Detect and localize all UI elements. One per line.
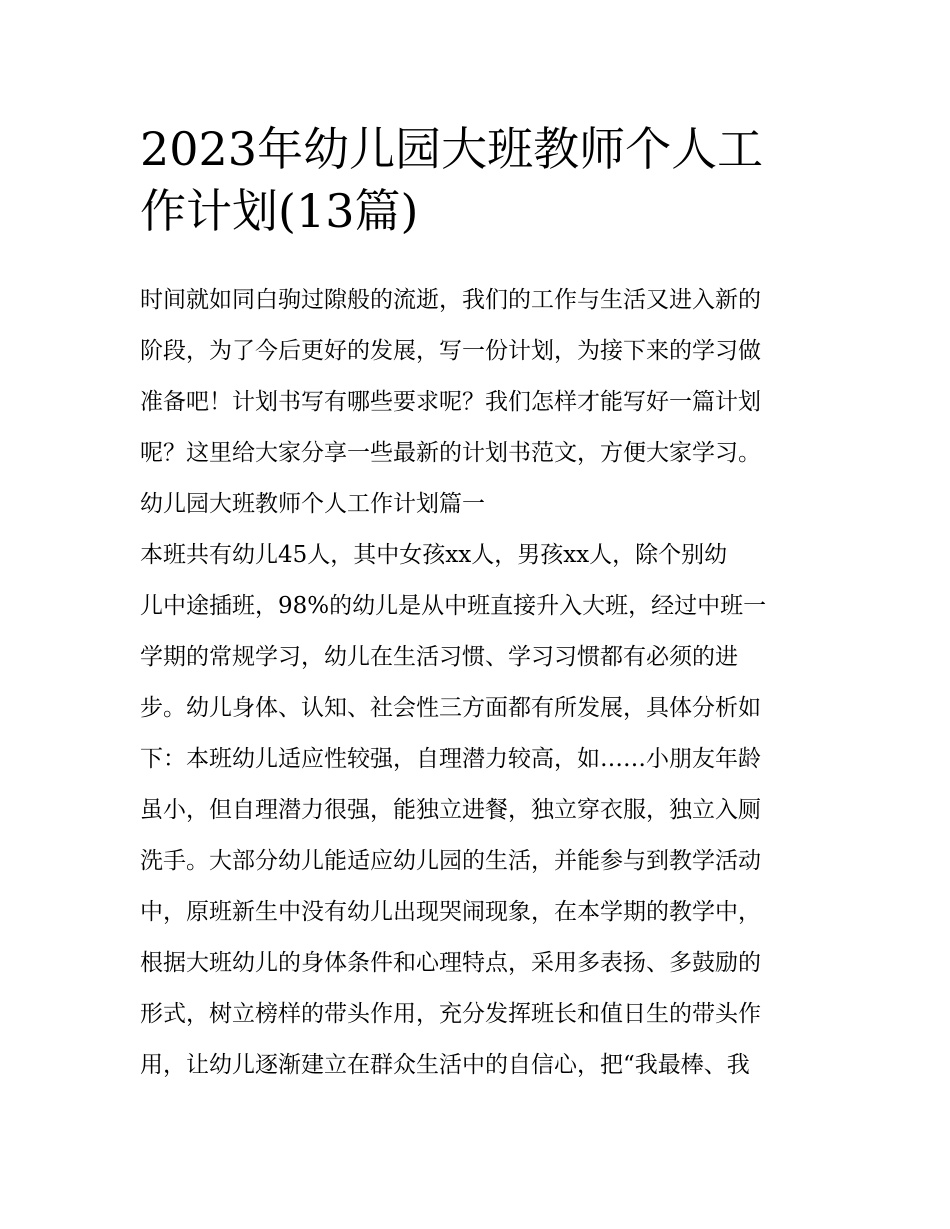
body-line-1: 时间就如同白驹过隙般的流逝，我们的工作与生活又进入新的 bbox=[140, 287, 761, 313]
body-line-2: 阶段，为了今后更好的发展，写一份计划，为接下来的学习做 bbox=[140, 338, 761, 364]
body-line-3: 准备吧！计划书写有哪些要求呢？我们怎样才能写好一篇计划 bbox=[140, 389, 761, 415]
body-line-16: 用，让幼儿逐渐建立在群众生活中的自信心，把“我最棒、我 bbox=[140, 1052, 750, 1078]
body-line-12: 洗手。大部分幼儿能适应幼儿园的生活，并能参与到教学活动 bbox=[140, 848, 761, 874]
section-heading: 幼儿园大班教师个人工作计划篇一 bbox=[140, 491, 485, 517]
body-line-14: 根据大班幼儿的身体条件和心理特点，采用多表扬、多鼓励的 bbox=[140, 950, 761, 976]
title-line-1: 2023年幼儿园大班教师个人工 bbox=[140, 122, 764, 176]
body-line-6: 本班共有幼儿45人，其中女孩xx人，男孩xx人，除个别幼 bbox=[140, 542, 728, 568]
body-line-13: 中，原班新生中没有幼儿出现哭闹现象，在本学期的教学中， bbox=[140, 899, 761, 925]
body-line-10: 下：本班幼儿适应性较强，自理潜力较高，如……小朋友年龄 bbox=[140, 746, 761, 772]
body-line-11: 虽小，但自理潜力很强，能独立进餐，独立穿衣服，独立入厕 bbox=[140, 797, 761, 823]
body-line-15: 形式，树立榜样的带头作用，充分发挥班长和值日生的带头作 bbox=[140, 1001, 761, 1027]
body-line-8: 学期的常规学习，幼儿在生活习惯、学习习惯都有必须的进 bbox=[140, 644, 738, 670]
body-line-7: 儿中途插班，98%的幼儿是从中班直接升入大班，经过中班一 bbox=[140, 593, 767, 619]
body-line-9: 步。幼儿身体、认知、社会性三方面都有所发展，具体分析如 bbox=[140, 695, 761, 721]
document-title bbox=[140, 118, 820, 242]
title-line-2: 作计划(13篇) bbox=[140, 184, 419, 238]
body-line-4: 呢？这里给大家分享一些最新的计划书范文，方便大家学习。 bbox=[140, 440, 761, 466]
